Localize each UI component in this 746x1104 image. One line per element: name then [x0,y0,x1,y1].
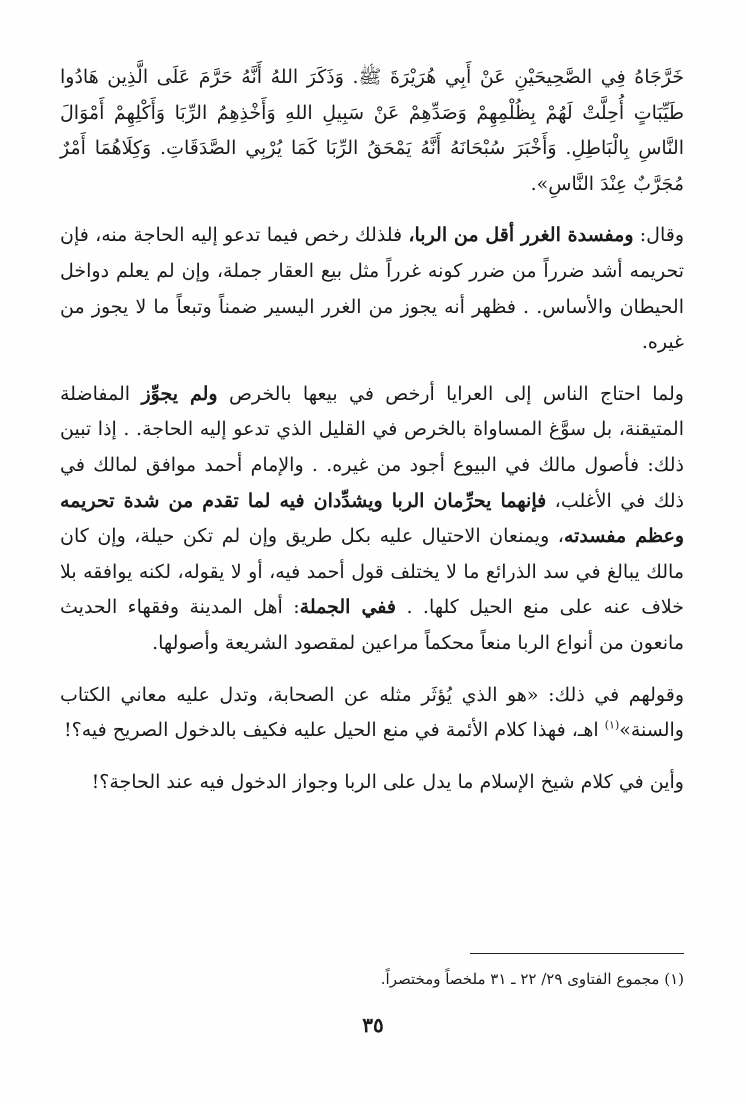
bold-phrase: ولم يجوِّز [141,382,218,405]
body-text [60,60,684,800]
text-segment: وقولهم في ذلك: «هو الذي يُؤثَر مثله عن الصحابة، وتدل عليه معاني الكتاب والسنة» [60,683,684,742]
text-segment: وأين في كلام شيخ الإسلام ما يدل على الربا وجواز الدخول فيه عند الحاجة؟! [91,770,684,793]
bold-phrase: ففي الجملة [299,596,397,619]
paragraph-closing-question [60,765,684,801]
bold-phrase: فإنهما يحرِّمان الربا ويشدِّدان فيه لما تقدم من شدة تحريمه وعظم مفسدته [60,489,685,548]
footnote-reference[interactable]: (١) [604,718,620,732]
text-segment: : أهل المدينة وفقهاء الحديث مانعون من أنواع الربا منعاً محكماً مراعين لمقصود الشريعة وأصولها. [60,596,684,654]
text-segment: خَرَّجَاهُ فِي الصَّحِيحَيْنِ عَنْ أَبِي هُرَيْرَةَ ﷺ. وَذَكَرَ اللهُ أَنَّهُ حَرَّمَ عَلَى الَّذِين هَادُوا طَيِّبَاتٍ أُحِلَّتْ لَهُمْ بِظُلْمِهِمْ وَصَدِّهِمْ عَنْ سَبِيلِ اللهِ وَأَخْذِهِمُ الرِّبَا وَأَكْلِهِمْ أَمْوَالَ النَّاسِ بِالْبَاطِلِ. وَأَخْبَرَ سُبْحَانَهُ أَنَّهُ يَمْحَقُ الرِّبَا كَمَا يُرْبِي الصَّدَقَاتِ. وَكِلَاهُمَا أَمْرٌ مُجَرَّبٌ عِنْدَ النَّاسِ». [60,66,684,195]
paragraph-araya [60,377,684,662]
text-segment: ولما احتاج الناس إلى العرايا أرخص في بيعها بالخرص [217,382,684,405]
footnote-separator [470,953,684,954]
paragraph-imams-saying [60,678,684,749]
text-segment: ، ويمنعان الاحتيال عليه بكل طريق وإن لم تكن حيلة، وإن كان مالك يبالغ في سد الذرائع ما لا يختلف قول أحمد فيه، أو لا يقوله، لكنه يوافقه بلا خلاف عنه على منع الحيل كلها. . [60,525,684,619]
page-number: ٣٥ [362,1013,384,1037]
footnote: (١) مجموع الفتاوى ٢٩/ ٢٢ ـ ٣١ ملخصاً ومختصراً. [380,970,684,988]
paragraph-gharar [60,218,684,360]
text-segment: وقال: [633,224,684,247]
text-segment: المفاضلة المتيقنة، بل سوَّغ المساواة بالخرص في القليل الذي تدعو إليه الحاجة. . إذا تبين ذلك: فأصول مالك في البيوع أجود من غيره. . والإمام أحمد موافق لمالك في ذلك في الأغلب، [60,382,684,512]
text-segment: فلذلك رخص فيما تدعو إليه الحاجة منه، فإن تحريمه أشد ضرراً من ضرر كونه غرراً مثل بيع العقار جملة، وإن لم يعلم دواخل الحيطان والأساس. . فظهر أنه يجوز من الغرر اليسير ضمناً وتبعاً ما لا يجوز من غيره. [60,224,684,354]
bold-phrase: ومفسدة الغرر أقل من الربا، [408,224,634,247]
paragraph-hadith-quote [60,60,684,202]
text-segment: اهـ، فهذا كلام الأئمة في منع الحيل عليه فكيف بالدخول الصريح فيه؟! [64,719,605,742]
